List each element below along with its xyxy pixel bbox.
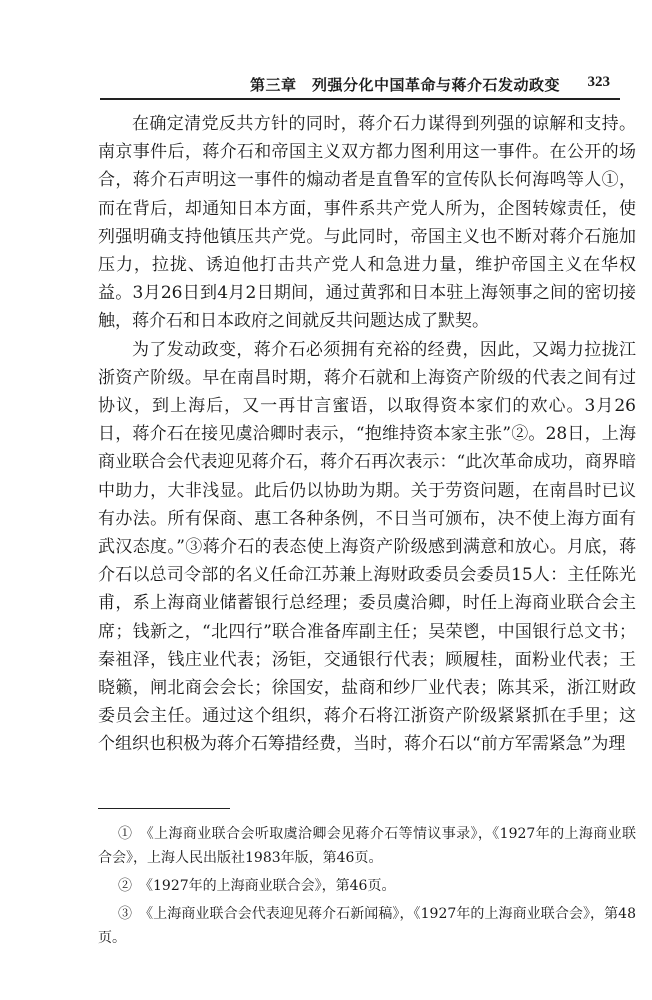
- footnotes: [98, 822, 636, 954]
- footnote-divider: [98, 808, 230, 809]
- footnote-2: ② 《1927年的上海商业联合会》，第46页。: [118, 878, 396, 894]
- footnote-1: ① 《上海商业联合会听取虞洽卿会见蒋介石等情议事录》，《1927年的上海商业联合会》，上海人民出版社1983年版，第46页。: [98, 826, 636, 866]
- page-number: 323: [587, 74, 610, 90]
- paragraph-2: 为了发动政变，蒋介石必须拥有充裕的经费，因此，又竭力拉拢江浙资产阶级。早在南昌时期，蒋介石就和上海资产阶级的代表之间有过协议，到上海后，又一再甘言蜜语，以取得资本家们的欢心。3月26日，蒋介石在接见虞洽卿时表示，“抱维持资本家主张”②。28日，上海商业联合会代表迎见蒋介石，蒋介石再次表示：“此次革命成功，商界暗中助力，大非浅显。此后仍以协助为期。关于劳资问题，在南昌时已议有办法。所有保商、惠工各种条例，不日当可颁布，决不使上海方面有武汉态度。”③蒋介石的表态使上海资产阶级感到满意和放心。月底，蒋介石以总司令部的名义任命江苏兼上海财政委员会委员15人：主任陈光甫，系上海商业储蓄银行总经理；委员虞洽卿，时任上海商业联合会主席；钱新之，“北四行”联合准备库副主任；吴荣鬯，中国银行总文书；秦祖泽，钱庄业代表；汤钜，交通银行代表；顾履桂，面粉业代表；王晓籁，闸北商会会长；徐国安，盐商和纱厂业代表；陈其采，浙江财政委员会主任。通过这个组织，蒋介石将江浙资产阶级紧紧抓在手里；这个组织也积极为蒋介石筹措经费，当时，蒋介石以“前方军需紧急”为理: [98, 339, 636, 755]
- paragraph-1: 在确定清党反共方针的同时，蒋介石力谋得到列强的谅解和支持。南京事件后，蒋介石和帝国主义双方都力图利用这一事件。在公开的场合，蒋介石声明这一事件的煽动者是直鲁军的宣传队长何海鸣等人①，而在背后，却通知日本方面，事件系共产党人所为，企图转嫁责任，使列强明确支持他镇压共产党。与此同时，帝国主义也不断对蒋介石施加压力，拉拢、诱迫他打击共产党人和急进力量，维护帝国主义在华权益。3月26日到4月2日期间，通过黄郛和日本驻上海领事之间的密切接触，蒋介石和日本政府之间就反共问题达成了默契。: [98, 114, 636, 332]
- running-header: [100, 72, 620, 100]
- main-text: [98, 110, 636, 759]
- footnote-3: ③ 《上海商业联合会代表迎见蒋介石新闻稿》，《1927年的上海商业联合会》，第48页。: [98, 906, 636, 946]
- chapter-title: 第三章 列强分化中国革命与蒋介石发动政变: [250, 76, 561, 94]
